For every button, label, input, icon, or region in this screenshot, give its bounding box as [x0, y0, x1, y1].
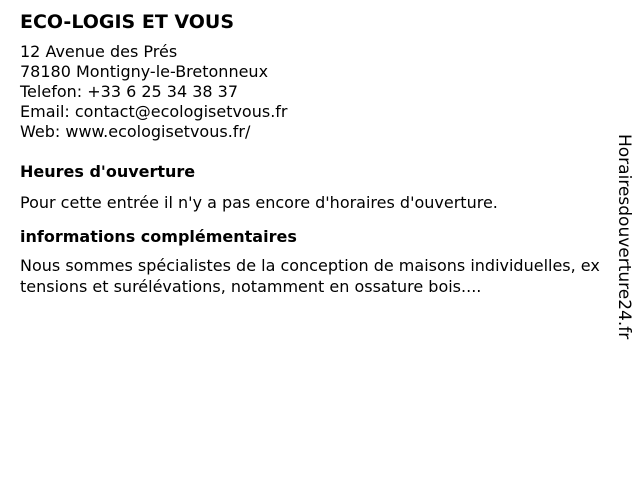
business-name: ECO-LOGIS ET VOUS: [20, 11, 235, 33]
additional-info-text: Nous sommes spécialistes de la conception de maisons individuelles, extensions et surélévations, notamment en ossature bois....: [20, 256, 600, 296]
opening-hours-heading: Heures d'ouverture: [20, 162, 196, 181]
opening-hours-text: Pour cette entrée il n'y a pas encore d'horaires d'ouverture.: [20, 193, 498, 212]
postal-city: 78180 Montigny-le-Bretonneux: [20, 62, 269, 81]
website-url: Web: www.ecologisetvous.fr/: [20, 122, 251, 141]
street-address: 12 Avenue des Prés: [20, 42, 178, 61]
address-block: [20, 42, 600, 142]
business-card: [20, 10, 600, 297]
additional-info-heading: informations complémentaires: [20, 227, 297, 246]
email-address: Email: contact@ecologisetvous.fr: [20, 102, 288, 121]
phone-number: Telefon: +33 6 25 34 38 37: [20, 82, 239, 101]
site-watermark: Horairesdouverture24.fr: [614, 134, 634, 340]
